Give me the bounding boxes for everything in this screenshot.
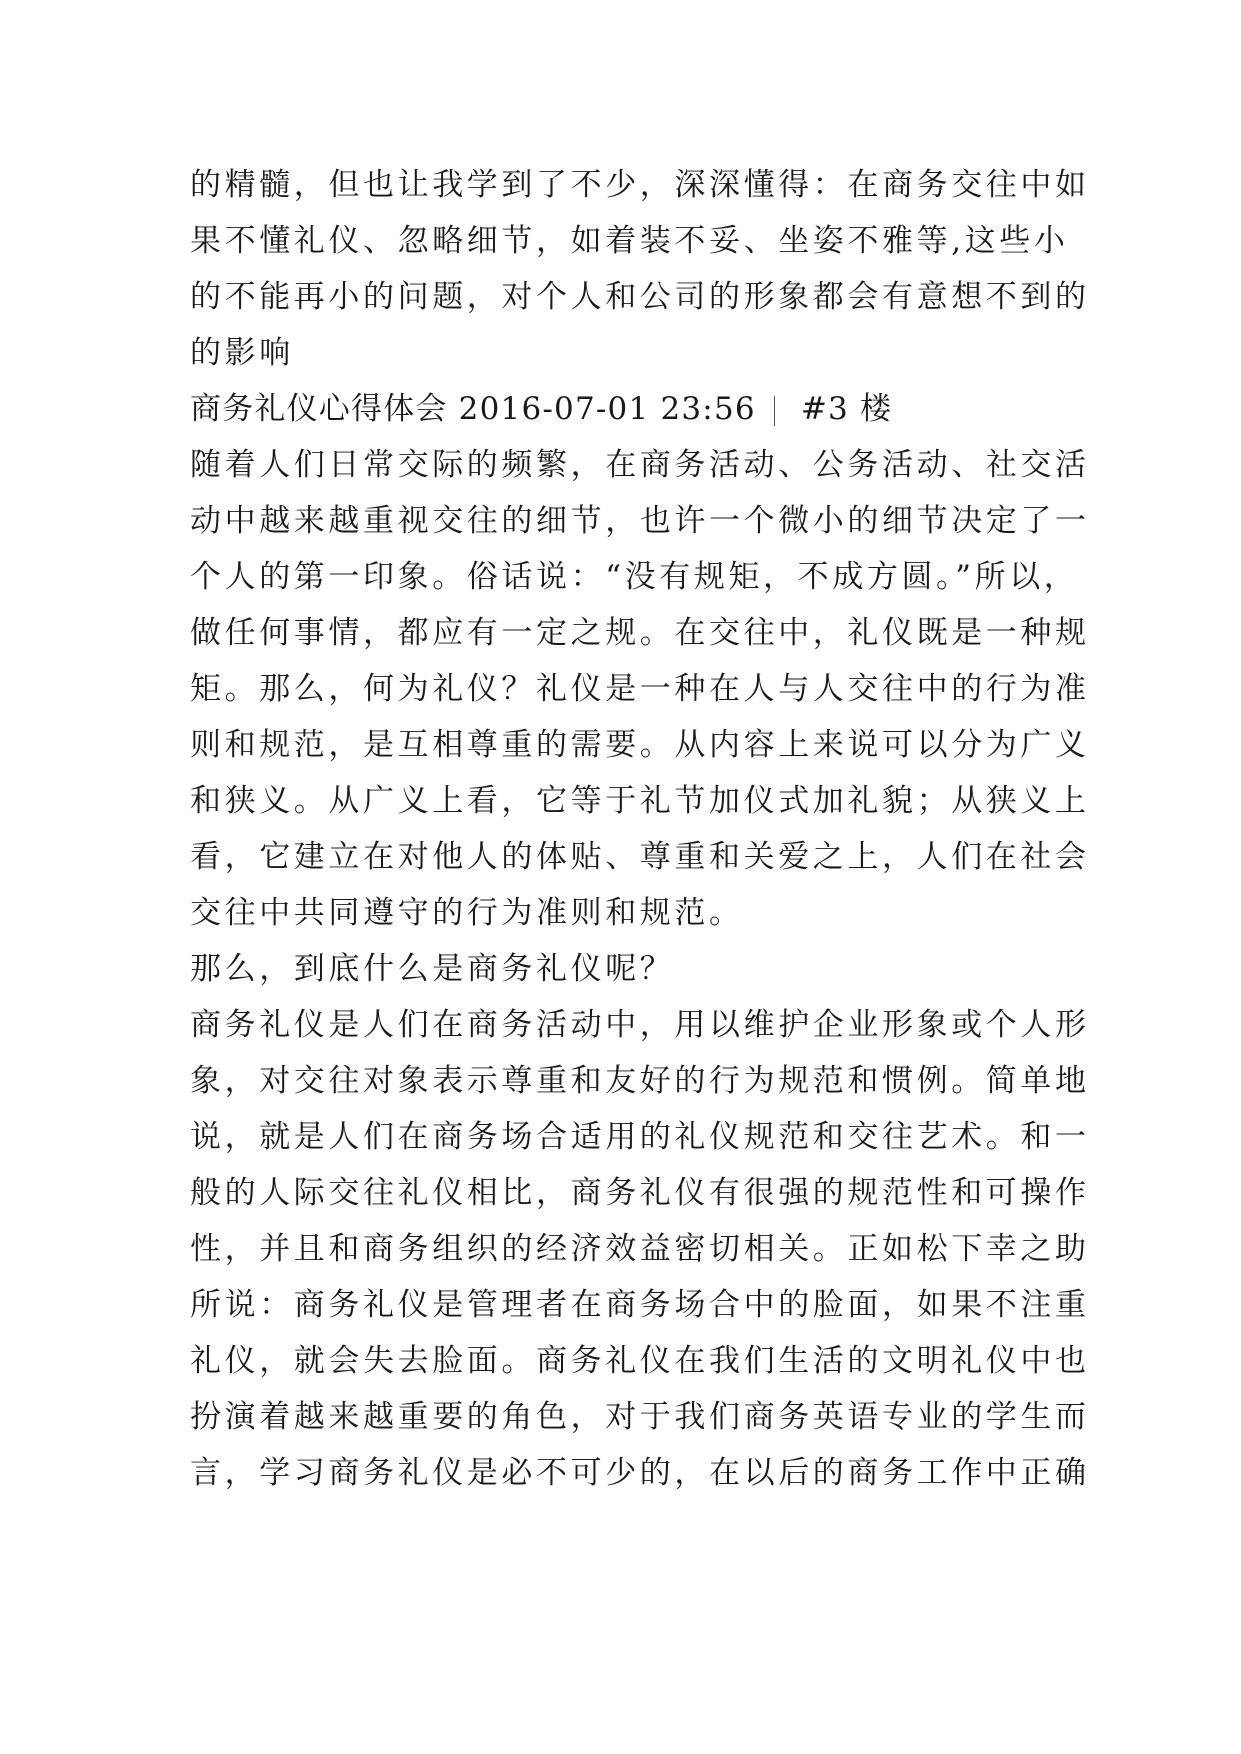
text-line: 那么，到底什么是商务礼仪呢？ (190, 951, 675, 987)
text-line: 个人的第一印象。俗话说：“没有规矩，不成方圆。”所以， (190, 559, 1079, 595)
text-line: 则和规范，是互相尊重的需要。从内容上来说可以分为广义 (190, 727, 1090, 763)
text-line: 做任何事情，都应有一定之规。在交往中，礼仪既是一种规 (190, 615, 1090, 651)
text-line: 商务礼仪是人们在商务活动中，用以维护企业形象或个人形 (190, 1007, 1090, 1043)
text-line: 的影响 (190, 335, 294, 371)
text-line: 的精髓，但也让我学到了不少，深深懂得：在商务交往中如 (190, 167, 1090, 203)
document-body (190, 157, 1090, 1501)
text-line: 的不能再小的问题，对个人和公司的形象都会有意想不到的 (190, 279, 1090, 315)
text-line: 果不懂礼仪、忽略细节，如着装不妥、坐姿不雅等,这些小 (190, 223, 1069, 259)
post-author: 商务礼仪心得体会 (190, 391, 448, 427)
text-line: 说，就是人们在商务场合适用的礼仪规范和交往艺术。和一 (190, 1119, 1090, 1155)
text-line: 般的人际交往礼仪相比，商务礼仪有很强的规范性和可操作 (190, 1175, 1090, 1211)
paragraph-2 (190, 437, 1090, 941)
paragraph-1 (190, 157, 1090, 381)
paragraph-4 (190, 997, 1090, 1501)
text-line: 象，对交往对象表示尊重和友好的行为规范和惯例。简单地 (190, 1063, 1090, 1099)
text-line: 扮演着越来越重要的角色，对于我们商务英语专业的学生而 (190, 1399, 1090, 1435)
paragraph-3 (190, 941, 1060, 997)
text-line: 看，它建立在对他人的体贴、尊重和关爱之上，人们在社会 (190, 839, 1090, 875)
post-floor: #3 楼 (800, 391, 893, 427)
text-line: 交往中共同遵守的行为准则和规范。 (190, 895, 744, 931)
text-line: 和狭义。从广义上看，它等于礼节加仪式加礼貌；从狭义上 (190, 783, 1090, 819)
text-line: 随着人们日常交际的频繁，在商务活动、公务活动、社交活 (190, 447, 1090, 483)
post-datetime: 2016-07-01 23:56 (458, 391, 756, 427)
text-line: 言，学习商务礼仪是必不可少的，在以后的商务工作中正确 (190, 1455, 1090, 1491)
separator (774, 396, 775, 426)
text-line: 礼仪，就会失去脸面。商务礼仪在我们生活的文明礼仪中也 (190, 1343, 1090, 1379)
text-line: 动中越来越重视交往的细节，也许一个微小的细节决定了一 (190, 503, 1090, 539)
text-line: 性，并且和商务组织的经济效益密切相关。正如松下幸之助 (190, 1231, 1090, 1267)
text-line: 矩。那么，何为礼仪？礼仪是一种在人与人交往中的行为准 (190, 671, 1090, 707)
text-line: 所说：商务礼仪是管理者在商务场合中的脸面，如果不注重 (190, 1287, 1090, 1323)
post-header (190, 381, 1060, 437)
